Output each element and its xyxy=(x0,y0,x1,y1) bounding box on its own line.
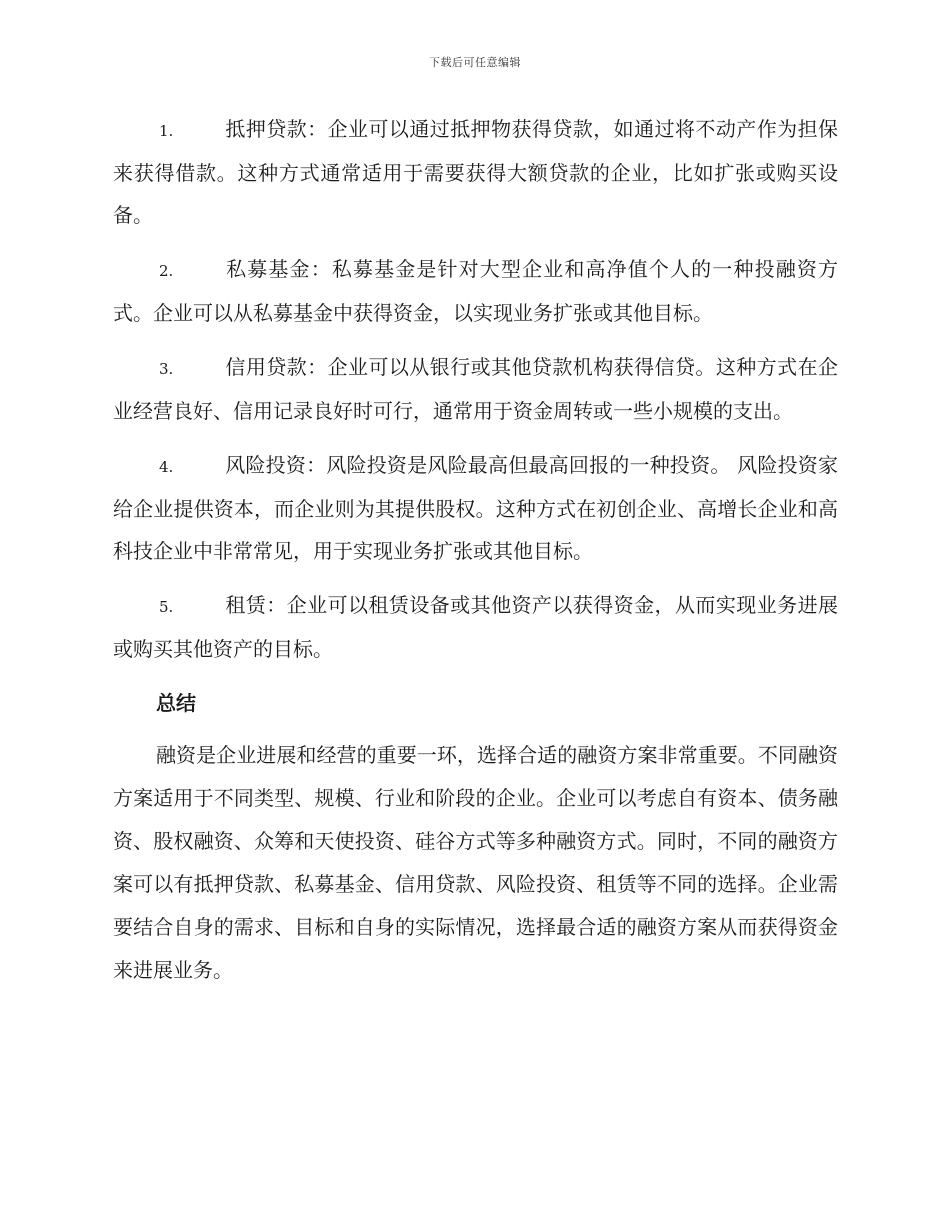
list-item-number: 4. xyxy=(159,458,174,476)
document-body xyxy=(113,108,838,992)
list-item-number: 5. xyxy=(159,598,174,616)
summary-heading: 总结 xyxy=(156,691,196,715)
header-note: 下载后可任意编辑 xyxy=(429,56,521,69)
list-item xyxy=(113,584,838,670)
list-item-number: 1. xyxy=(159,122,174,140)
list-item-text: 风险投资：风险投资是风险最高但最高回报的一种投资。 风险投资家给企业提供资本，而企业则为其提供股权。这种方式在初创企业、高增长企业和高科技企业中非常常见，用于实现业务扩张或其他目标。 xyxy=(113,453,838,563)
list-item xyxy=(113,108,838,236)
list-item xyxy=(113,248,838,334)
list-item-text: 信用贷款：企业可以从银行或其他贷款机构获得信贷。这种方式在企业经营良好、信用记录良好时可行，通常用于资金周转或一些小规模的支出。 xyxy=(113,355,838,423)
list-item-text: 租赁：企业可以租赁设备或其他资产以获得资金，从而实现业务进展或购买其他资产的目标。 xyxy=(113,593,838,661)
list-item xyxy=(113,444,838,572)
summary-paragraph: 融资是企业进展和经营的重要一环，选择合适的融资方案非常重要。不同融资方案适用于不同类型、规模、行业和阶段的企业。企业可以考虑自有资本、债务融资、股权融资、众筹和天使投资、硅谷方式等多种融资方式。同时，不同的融资方案可以有抵押贷款、私募基金、信用贷款、风险投资、租赁等不同的选择。企业需要结合自身的需求、目标和自身的实际情况，选择最合适的融资方案从而获得资金来进展业务。 xyxy=(113,743,838,982)
list-item-number: 3. xyxy=(159,360,174,378)
list-item-text: 私募基金：私募基金是针对大型企业和高净值个人的一种投融资方式。企业可以从私募基金中获得资金，以实现业务扩张或其他目标。 xyxy=(113,257,838,325)
list-item xyxy=(113,346,838,432)
list-item-number: 2. xyxy=(159,262,174,280)
list-item-text: 抵押贷款：企业可以通过抵押物获得贷款，如通过将不动产作为担保来获得借款。这种方式通常适用于需要获得大额贷款的企业，比如扩张或购买设备。 xyxy=(113,117,838,227)
